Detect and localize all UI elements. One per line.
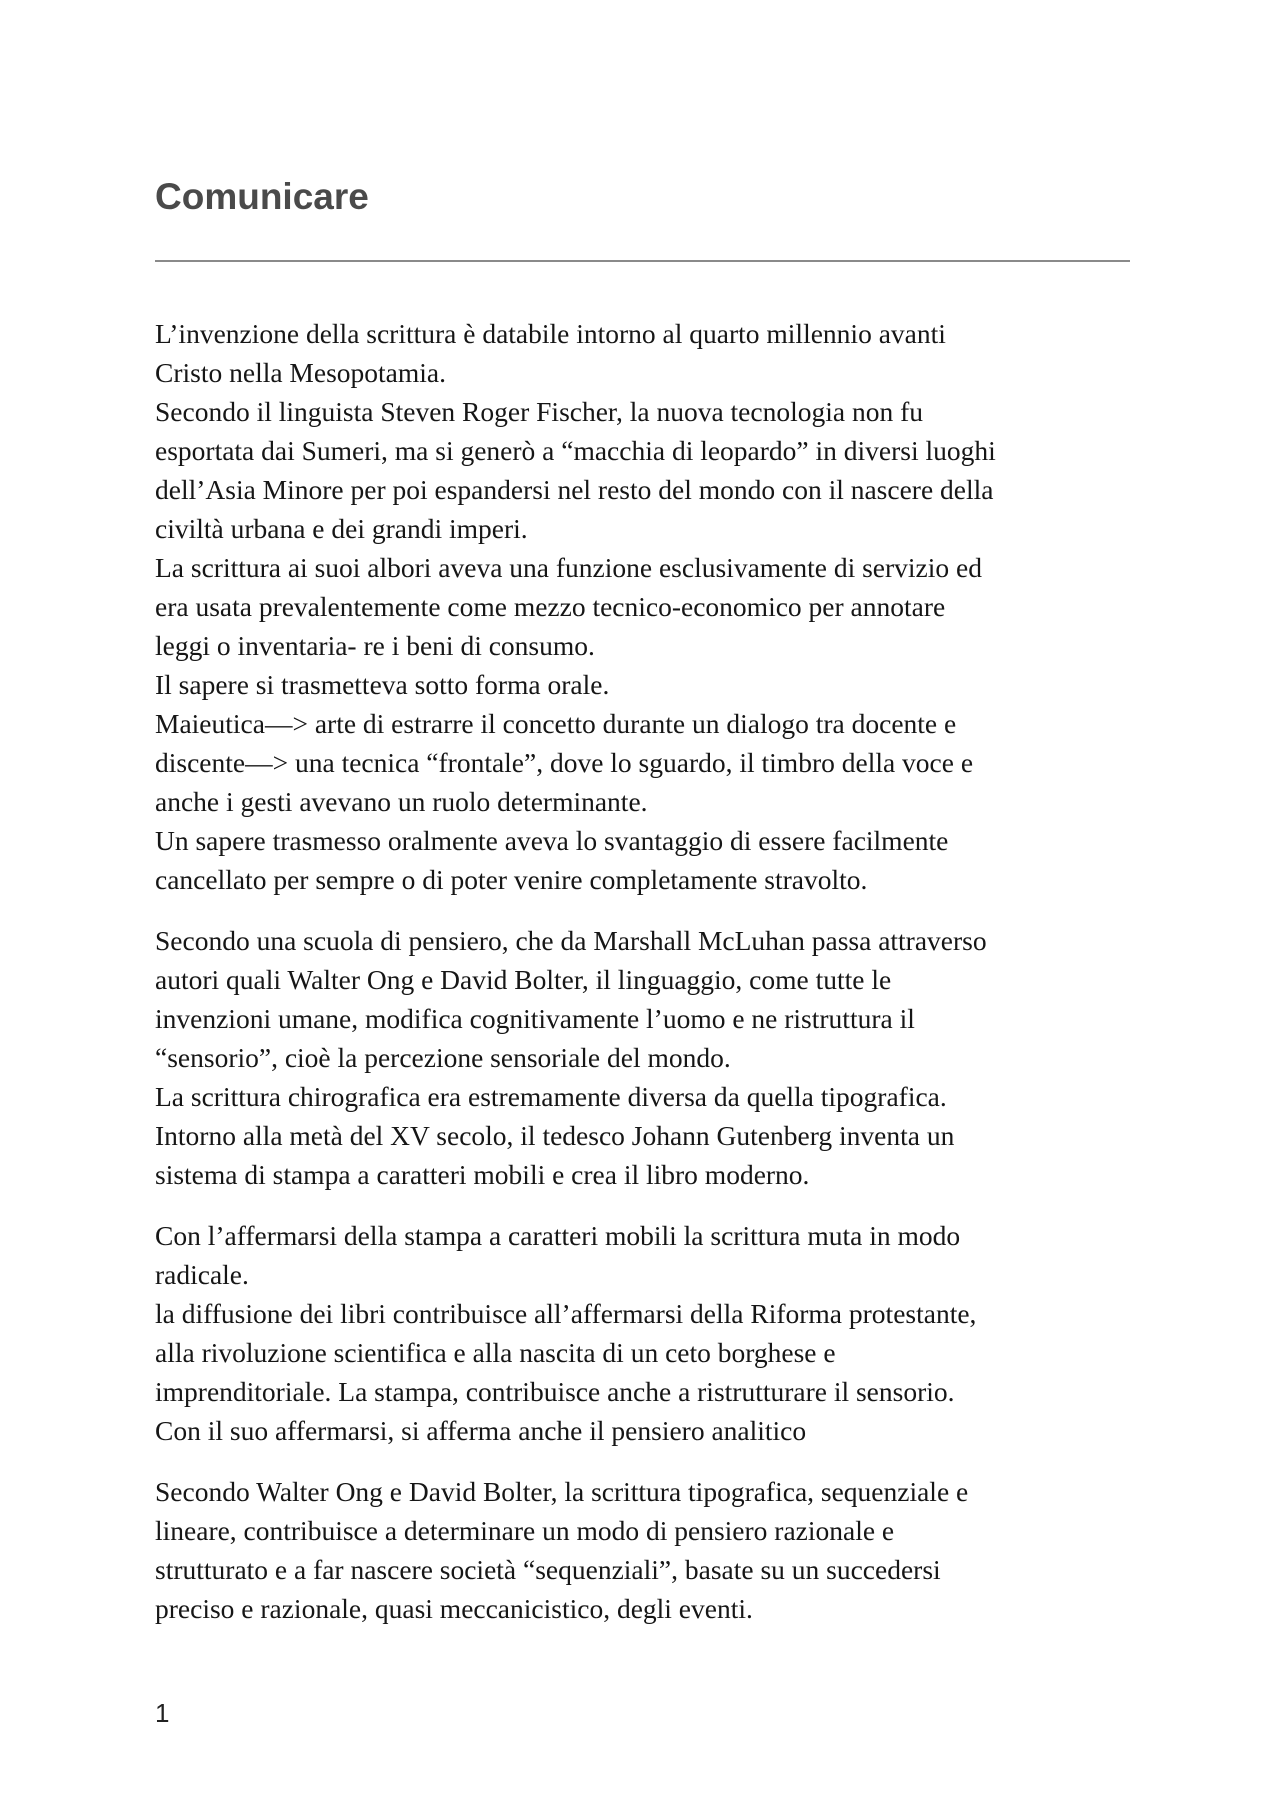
text-line: era usata prevalentemente come mezzo tecnico-economico per annotare bbox=[155, 591, 946, 622]
text-line: Secondo una scuola di pensiero, che da Marshall McLuhan passa attraverso bbox=[155, 925, 987, 956]
text-line: Intorno alla metà del XV secolo, il tedesco Johann Gutenberg inventa un bbox=[155, 1120, 955, 1151]
text-line: Secondo il linguista Steven Roger Fischer, la nuova tecnologia non fu bbox=[155, 396, 923, 427]
text-line: Con il suo affermarsi, si afferma anche il pensiero analitico bbox=[155, 1415, 807, 1446]
document-body bbox=[155, 314, 1145, 1650]
paragraph-1 bbox=[155, 314, 1145, 899]
text-line: “sensorio”, cioè la percezione sensoriale del mondo. bbox=[155, 1042, 731, 1073]
paragraph-2 bbox=[155, 921, 1145, 1194]
text-line: preciso e razionale, quasi meccanicistico, degli eventi. bbox=[155, 1593, 753, 1624]
text-line: Un sapere trasmesso oralmente aveva lo svantaggio di essere facilmente bbox=[155, 825, 949, 856]
text-line: radicale. bbox=[155, 1259, 249, 1290]
text-line: esportata dai Sumeri, ma si generò a “macchia di leopardo” in diversi luoghi bbox=[155, 435, 996, 466]
text-line: imprenditoriale. La stampa, contribuisce anche a ristrutturare il sensorio. bbox=[155, 1376, 955, 1407]
text-line: Con l’affermarsi della stampa a caratteri mobili la scrittura muta in modo bbox=[155, 1220, 961, 1251]
text-line: Maieutica—> arte di estrarre il concetto durante un dialogo tra docente e bbox=[155, 708, 957, 739]
text-line: civiltà urbana e dei grandi imperi. bbox=[155, 513, 528, 544]
text-line: invenzioni umane, modifica cognitivamente l’uomo e ne ristruttura il bbox=[155, 1003, 915, 1034]
page-title: Comunicare bbox=[155, 176, 369, 217]
paragraph-4 bbox=[155, 1472, 1145, 1628]
text-line: Il sapere si trasmetteva sotto forma orale. bbox=[155, 669, 610, 700]
text-line: Cristo nella Mesopotamia. bbox=[155, 357, 446, 388]
text-line: leggi o inventaria- re i beni di consumo. bbox=[155, 630, 595, 661]
text-line: anche i gesti avevano un ruolo determinante. bbox=[155, 786, 648, 817]
text-line: cancellato per sempre o di poter venire completamente stravolto. bbox=[155, 864, 868, 895]
text-line: sistema di stampa a caratteri mobili e crea il libro moderno. bbox=[155, 1159, 810, 1190]
text-line: discente—> una tecnica “frontale”, dove lo sguardo, il timbro della voce e bbox=[155, 747, 974, 778]
paragraph-3 bbox=[155, 1216, 1145, 1450]
text-line: alla rivoluzione scientifica e alla nascita di un ceto borghese e bbox=[155, 1337, 836, 1368]
text-line: dell’Asia Minore per poi espandersi nel resto del mondo con il nascere della bbox=[155, 474, 994, 505]
text-line: autori quali Walter Ong e David Bolter, il linguaggio, come tutte le bbox=[155, 964, 892, 995]
text-line: strutturato e a far nascere società “sequenziali”, basate su un succedersi bbox=[155, 1554, 941, 1585]
page-number: 1 bbox=[155, 1698, 170, 1728]
text-line: La scrittura chirografica era estremamente diversa da quella tipografica. bbox=[155, 1081, 947, 1112]
text-line: la diffusione dei libri contribuisce all’affermarsi della Riforma protestante, bbox=[155, 1298, 977, 1329]
title-divider bbox=[155, 260, 1130, 262]
text-line: lineare, contribuisce a determinare un modo di pensiero razionale e bbox=[155, 1515, 895, 1546]
text-line: La scrittura ai suoi albori aveva una funzione esclusivamente di servizio ed bbox=[155, 552, 982, 583]
text-line: Secondo Walter Ong e David Bolter, la scrittura tipografica, sequenziale e bbox=[155, 1476, 969, 1507]
text-line: L’invenzione della scrittura è databile intorno al quarto millennio avanti bbox=[155, 318, 946, 349]
